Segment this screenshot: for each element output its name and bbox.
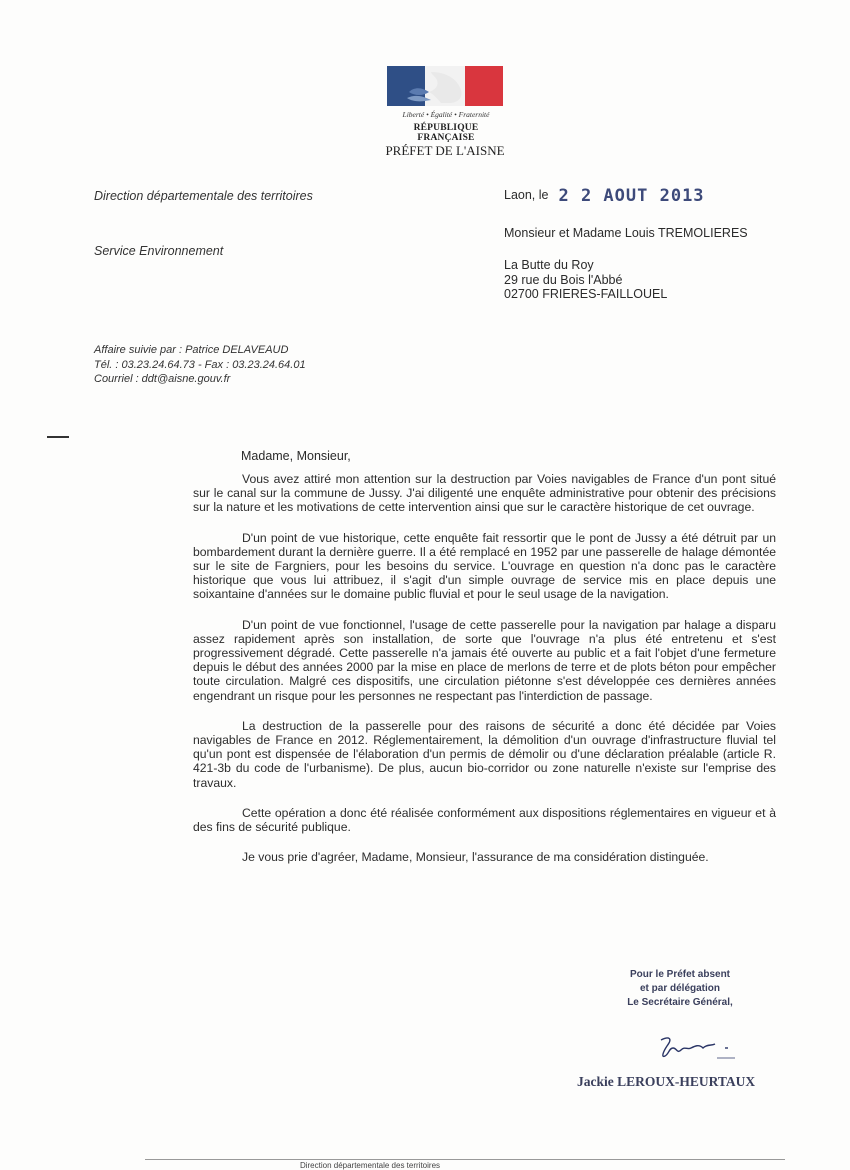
delegation-line-1: Pour le Préfet absent: [629, 969, 731, 980]
delegation-stamp: [590, 968, 770, 1010]
fold-mark: [47, 436, 69, 438]
courriel: Courriel : ddt@aisne.gouv.fr: [94, 373, 231, 385]
sender-direction: Direction départementale des territoires: [94, 189, 313, 203]
paragraph: Cette opération a donc été réalisée conformément aux dispositions réglementaires en vigueur et à des fins de sécurité publique.: [193, 805, 776, 835]
delegation-line-2: et par délégation: [639, 983, 720, 994]
recipient-address: [504, 258, 667, 302]
address-line-1: La Butte du Roy: [504, 258, 594, 272]
paragraph: D'un point de vue historique, cette enquête fait ressortir que le pont de Jussy a été détruit par un bombardement durant la dernière guerre. Il a été remplacé en 1952 par une passerelle de halage démontée sur le site de Fargniers, pour les besoins du service. L'ouvrage en question n'a donc pas le caractère historique que vous lui attribuez, il s'agit d'un simple ouvrage de service mis en place depuis une soixantaine d'années sur le domaine public fluvial et pour le seul usage de la navigation.: [193, 530, 776, 602]
address-line-2: 29 rue du Bois l'Abbé: [504, 272, 623, 287]
delegation-line-3: Le Secrétaire Général,: [627, 997, 733, 1008]
paragraph: La destruction de la passerelle pour des raisons de sécurité a donc été décidée par Voies navigables de France en 2012. Réglementairement, la démolition d'un ouvrage d'infrastructure fluvial tel qu'un pont est dispensée de l'élaboration d'un permis de démolir ou d'une déclaration préalable (article R. 421-3b du code de l'urbanisme). De plus, aucun bio-corridor ou zone naturelle n'existe sur l'emprise des travaux.: [193, 718, 776, 790]
marianne-profile-icon: [401, 70, 481, 104]
sender-contact: [94, 343, 306, 387]
marianne-logo: [387, 66, 503, 106]
affaire-suivie: Affaire suivie par : Patrice DELAVEAUD: [94, 344, 289, 356]
footer-text: Direction départementale des territoires: [299, 1161, 441, 1170]
footer-rule: [145, 1159, 785, 1160]
letter-body: [193, 472, 776, 880]
handwritten-signature: [655, 1030, 745, 1064]
tel-fax: Tél. : 03.23.24.64.73 - Fax : 03.23.24.64.01: [94, 358, 306, 371]
republic-motto: Liberté • Égalité • Fraternité: [402, 110, 490, 119]
paragraph: D'un point de vue fonctionnel, l'usage de cette passerelle pour la navigation par halage a disparu assez rapidement après son installation, de sorte que l'ouvrage n'a plus été entretenu et s'est progressivement dégradé. Cette passerelle n'a jamais été ouverte au public et a fait l'objet d'une fermeture depuis le début des années 2000 par la mise en place de merlons de terre et de plots béton pour empêcher toute circulation. Malgré ces dispositifs, une circulation piétonne s'est développée ces dernières années engendrant un risque pour les personnes ne respectant pas l'interdiction de passage.: [193, 617, 776, 703]
closing-formula: Je vous prie d'agréer, Madame, Monsieur, l'assurance de ma considération distinguée.: [242, 850, 709, 865]
signer-name: Jackie LEROUX-HEURTAUX: [577, 1074, 756, 1089]
salutation: Madame, Monsieur,: [241, 449, 351, 463]
date-stamp: 2 2 AOUT 2013: [558, 186, 705, 206]
place: Laon, le: [504, 188, 549, 202]
sender-service: Service Environnement: [94, 244, 224, 258]
recipient-name: Monsieur et Madame Louis TREMOLIERES: [504, 226, 748, 240]
prefet-title: PRÉFET DE L'AISNE: [385, 143, 505, 158]
paragraph: Vous avez attiré mon attention sur la destruction par Voies navigables de France d'un pont situé sur le canal sur la commune de Jussy. J'ai diligenté une enquête administrative pour obtenir des précisions sur la nature et les motivations de cette intervention ainsi que sur le caractère historique de cet ouvrage.: [193, 472, 776, 515]
republique-francaise: RÉPUBLIQUE FRANÇAISE: [413, 123, 479, 143]
address-line-3: 02700 FRIERES-FAILLOUEL: [504, 287, 668, 301]
place-date: [504, 186, 705, 206]
